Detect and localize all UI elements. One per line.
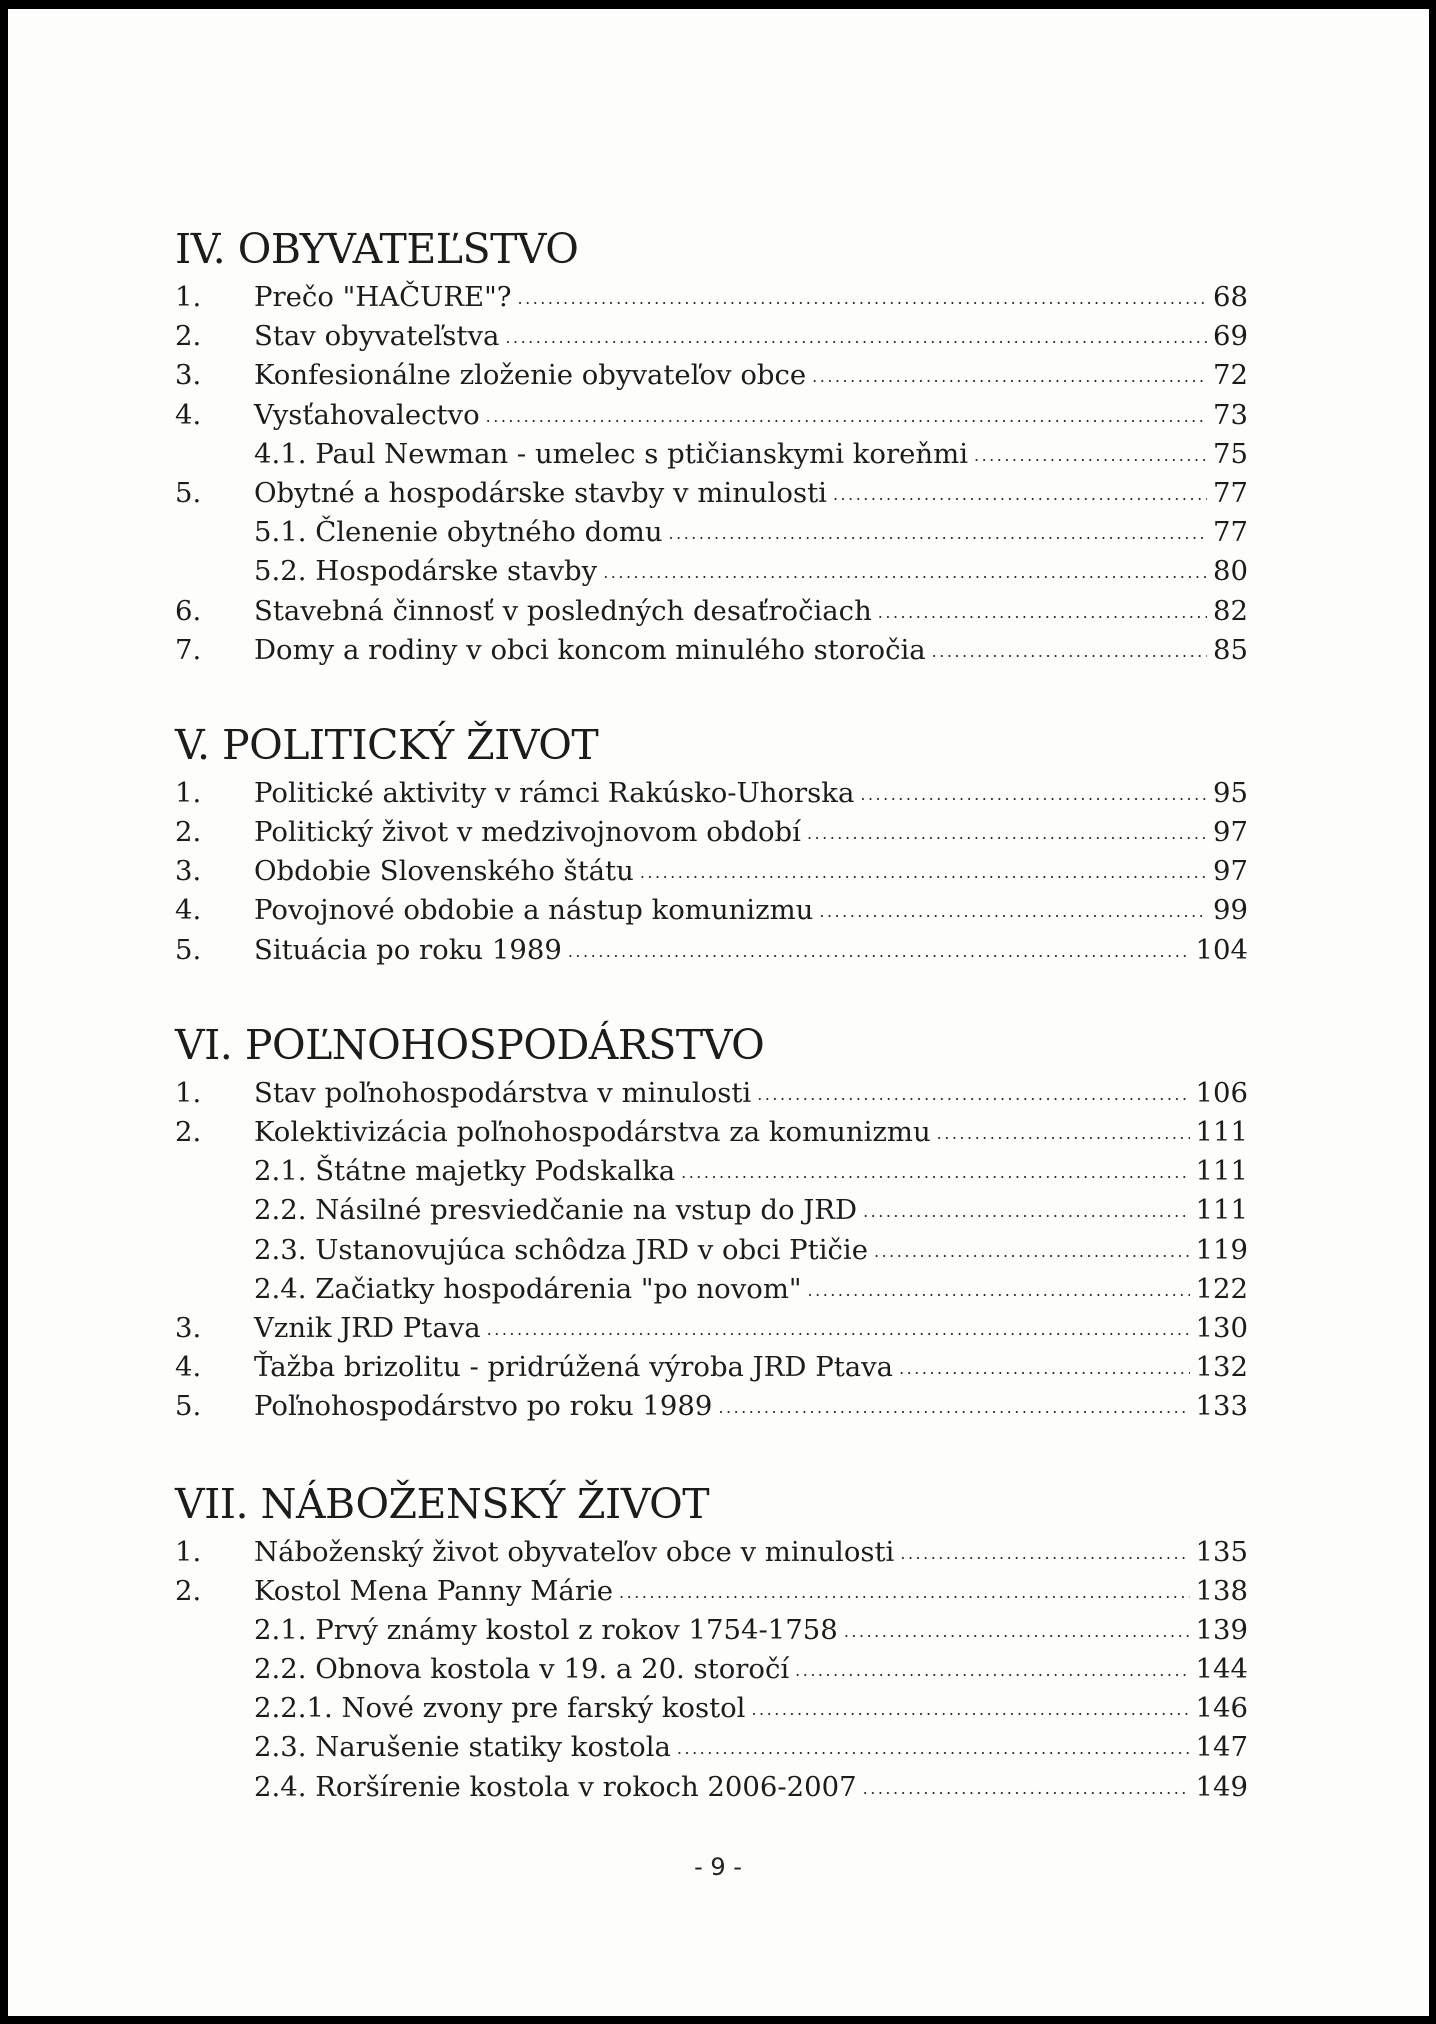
toc-entry — [175, 592, 1248, 631]
toc-entry — [175, 1533, 1248, 1572]
entry-text: 4.1. Paul Newman - umelec s ptičianskymi koreňmi — [254, 437, 968, 470]
dot-leader — [807, 814, 1207, 852]
toc-entry — [175, 1387, 1248, 1426]
entry-page: 95 — [1213, 776, 1248, 809]
entry-number: 7. — [175, 633, 202, 666]
entry-page: 104 — [1195, 933, 1248, 966]
toc-entry — [175, 1572, 1248, 1611]
toc-entry — [175, 278, 1248, 317]
dot-leader — [860, 775, 1207, 813]
entry-list — [175, 1074, 1248, 1427]
entry-page: 97 — [1213, 816, 1248, 849]
entry-text: 2.4. Roršírenie kostola v rokoch 2006-2007 — [254, 1770, 857, 1803]
toc-subentry — [175, 1650, 1248, 1689]
entry-text: Politické aktivity v rámci Rakúsko-Uhorska — [254, 776, 855, 809]
entry-number: 3. — [175, 359, 202, 392]
entry-text: Situácia po roku 1989 — [254, 933, 562, 966]
entry-number: 3. — [175, 855, 202, 888]
dot-leader — [619, 1573, 1189, 1611]
toc-entry — [175, 1113, 1248, 1152]
toc-entry — [175, 317, 1248, 356]
entry-number: 2. — [175, 816, 202, 849]
dot-leader — [874, 1232, 1190, 1270]
entry-page: 97 — [1213, 855, 1248, 888]
dot-leader — [863, 1769, 1190, 1807]
dot-leader — [681, 1153, 1189, 1191]
table-of-contents — [175, 220, 1248, 1807]
toc-subentry — [175, 1689, 1248, 1728]
dot-leader — [844, 1612, 1190, 1650]
entry-text: 2.2. Násilné presviedčanie na vstup do JRD — [254, 1194, 858, 1227]
entry-page: 130 — [1195, 1311, 1248, 1344]
entry-text: 2.1. Štátne majetky Podskalka — [254, 1155, 676, 1188]
toc-subentry — [175, 1611, 1248, 1650]
dot-leader — [603, 553, 1207, 591]
entry-number: 2. — [175, 1116, 202, 1148]
dot-leader — [669, 514, 1207, 552]
toc-section-iv — [175, 220, 1248, 670]
toc-entry — [175, 891, 1248, 930]
dot-leader — [932, 632, 1207, 670]
entry-number: 2. — [175, 1574, 202, 1607]
entry-text: Poľnohospodárstvo po roku 1989 — [254, 1390, 713, 1423]
entry-page: 111 — [1195, 1194, 1248, 1227]
entry-text: Obdobie Slovenského štátu — [254, 855, 634, 888]
toc-subentry — [175, 1231, 1248, 1270]
entry-number: 1. — [175, 776, 202, 809]
entry-text: Stav poľnohospodárstva v minulosti — [254, 1076, 752, 1109]
entry-text: 2.1. Prvý známy kostol z rokov 1754-1758 — [254, 1613, 838, 1646]
toc-entry — [175, 1348, 1248, 1387]
entry-text: 2.3. Ustanovujúca schôdza JRD v obci Ptičie — [254, 1233, 868, 1266]
entry-text: Stav obyvateľstva — [254, 320, 500, 353]
toc-subentry — [175, 1270, 1248, 1309]
entry-list — [175, 1533, 1248, 1807]
section-title: IV. OBYVATEĽSTVO — [175, 225, 579, 273]
entry-text: 5.1. Členenie obytného domu — [254, 516, 663, 549]
toc-entry — [175, 396, 1248, 435]
dot-leader — [518, 279, 1207, 317]
toc-section-v — [175, 716, 1248, 970]
entry-page: 80 — [1213, 555, 1248, 588]
dot-leader — [751, 1690, 1189, 1728]
dot-leader — [812, 357, 1207, 395]
entry-page: 111 — [1195, 1116, 1248, 1148]
entry-list — [175, 774, 1248, 970]
toc-subentry — [175, 513, 1248, 552]
entry-text: 2.2. Obnova kostola v 19. a 20. storočí — [254, 1653, 790, 1686]
entry-number: 4. — [175, 398, 202, 431]
page-number: - 9 - — [694, 1853, 742, 1881]
dot-leader — [640, 853, 1207, 891]
dot-leader — [974, 436, 1207, 474]
entry-text: Ťažba brizolitu - pridrúžená výroba JRD Ptava — [254, 1351, 894, 1384]
entry-text: Obytné a hospodárske stavby v minulosti — [254, 476, 827, 509]
entry-text: 2.3. Narušenie statiky kostola — [254, 1731, 671, 1764]
entry-page: 75 — [1213, 437, 1248, 470]
entry-number: 5. — [175, 476, 202, 509]
entry-page: 146 — [1195, 1692, 1248, 1725]
entry-page: 77 — [1213, 476, 1248, 509]
dot-leader — [878, 593, 1207, 631]
dot-leader — [808, 1271, 1190, 1309]
toc-entry — [175, 774, 1248, 813]
section-title: V. POLITICKÝ ŽIVOT — [175, 720, 599, 769]
toc-entry — [175, 931, 1248, 970]
toc-subentry — [175, 552, 1248, 591]
entry-page: 119 — [1195, 1233, 1248, 1266]
entry-number: 5. — [175, 933, 202, 966]
section-title: VI. POĽNOHOSPODÁRSTVO — [175, 1020, 765, 1069]
section-spacer — [175, 670, 1248, 716]
entry-number: 1. — [175, 1076, 202, 1109]
toc-entry — [175, 631, 1248, 670]
entry-text: Vznik JRD Ptava — [254, 1311, 481, 1344]
section-spacer — [175, 1427, 1248, 1475]
toc-section-vi — [175, 1016, 1248, 1427]
section-title: VII. NÁBOŽENSKÝ ŽIVOT — [175, 1479, 710, 1528]
entry-number: 4. — [175, 894, 202, 927]
entry-text: Domy a rodiny v obci koncom minulého storočia — [254, 633, 926, 666]
toc-entry — [175, 1074, 1248, 1113]
entry-page: 77 — [1213, 516, 1248, 549]
dot-leader — [757, 1075, 1189, 1113]
toc-entry — [175, 474, 1248, 513]
toc-entry — [175, 1309, 1248, 1348]
toc-entry — [175, 356, 1248, 395]
entry-page: 73 — [1213, 398, 1248, 431]
dot-leader — [900, 1534, 1189, 1572]
dot-leader — [937, 1114, 1190, 1152]
toc-subentry — [175, 1191, 1248, 1230]
section-spacer — [175, 970, 1248, 1016]
entry-number: 3. — [175, 1311, 202, 1344]
dot-leader — [833, 475, 1207, 513]
dot-leader — [487, 1310, 1190, 1348]
dot-leader — [819, 892, 1207, 930]
entry-text: 2.4. Začiatky hospodárenia "po novom" — [254, 1272, 802, 1305]
entry-text: Kostol Mena Panny Márie — [254, 1574, 614, 1607]
entry-page: 132 — [1195, 1351, 1248, 1384]
entry-number: 2. — [175, 320, 202, 353]
entry-page: 68 — [1213, 281, 1248, 313]
entry-page: 99 — [1213, 894, 1248, 927]
entry-number: 1. — [175, 1535, 202, 1568]
entry-text: Náboženský život obyvateľov obce v minulosti — [254, 1535, 895, 1568]
entry-number: 6. — [175, 594, 202, 627]
entry-text: 2.2.1. Nové zvony pre farský kostol — [254, 1692, 746, 1725]
entry-number: 1. — [175, 281, 202, 313]
entry-page: 111 — [1195, 1155, 1248, 1188]
toc-subentry — [175, 1152, 1248, 1191]
toc-entry — [175, 813, 1248, 852]
entry-page: 147 — [1195, 1731, 1248, 1764]
entry-text: Povojnové obdobie a nástup komunizmu — [254, 894, 814, 927]
entry-page: 138 — [1195, 1574, 1248, 1607]
entry-page: 135 — [1195, 1535, 1248, 1568]
entry-text: 5.2. Hospodárske stavby — [254, 555, 598, 588]
toc-subentry — [175, 435, 1248, 474]
toc-entry — [175, 852, 1248, 891]
entry-text: Politický život v medzivojnovom období — [254, 816, 801, 849]
entry-text: Kolektivizácia poľnohospodárstva za komunizmu — [254, 1116, 931, 1148]
entry-page: 69 — [1213, 320, 1248, 353]
entry-page: 144 — [1195, 1653, 1248, 1686]
dot-leader — [718, 1388, 1189, 1426]
toc-subentry — [175, 1728, 1248, 1767]
dot-leader — [677, 1729, 1190, 1767]
entry-number: 5. — [175, 1390, 202, 1423]
toc-section-vii — [175, 1475, 1248, 1807]
toc-subentry — [175, 1768, 1248, 1807]
entry-page: 149 — [1195, 1770, 1248, 1803]
entry-page: 122 — [1195, 1272, 1248, 1305]
entry-page: 72 — [1213, 359, 1248, 392]
dot-leader — [899, 1349, 1189, 1387]
dot-leader — [863, 1192, 1189, 1230]
entry-text: Prečo "HAČURE"? — [254, 281, 512, 313]
dot-leader — [505, 318, 1207, 356]
entry-list — [175, 278, 1248, 670]
entry-page: 139 — [1195, 1613, 1248, 1646]
dot-leader — [795, 1651, 1189, 1689]
dot-leader — [486, 397, 1207, 435]
entry-page: 85 — [1213, 633, 1248, 666]
entry-page: 133 — [1195, 1390, 1248, 1423]
entry-text: Vysťahovalectvo — [254, 398, 480, 431]
entry-page: 82 — [1213, 594, 1248, 627]
entry-number: 4. — [175, 1351, 202, 1384]
dot-leader — [568, 932, 1190, 970]
entry-page: 106 — [1195, 1076, 1248, 1109]
entry-text: Stavebná činnosť v posledných desaťročiach — [254, 594, 872, 627]
entry-text: Konfesionálne zloženie obyvateľov obce — [254, 359, 807, 392]
